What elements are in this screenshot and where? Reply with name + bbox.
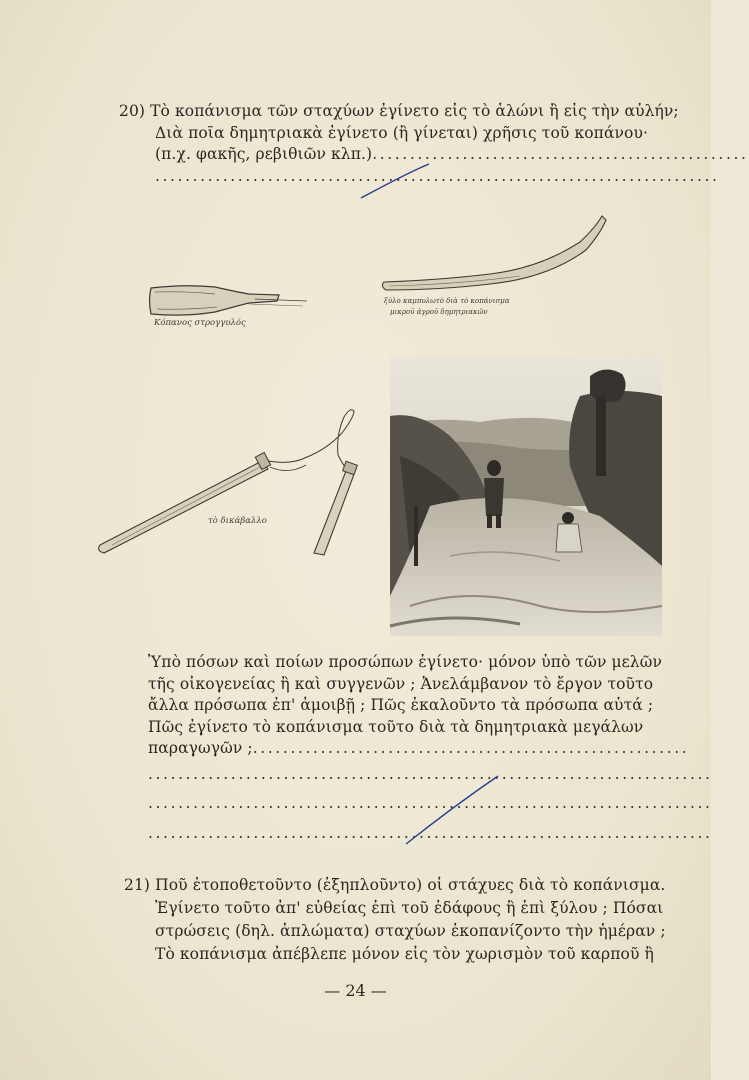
q20-line-1: 20) Τὸ κοπάνισμα τῶν σταχύων ἐγίνετο εἰς τὸ ἁλώνι ἢ εἰς τὴν αὐλήν; xyxy=(119,102,679,120)
curved-stick-caption-1: ξύλο καμπυλωτὸ διὰ τὸ κοπάνισμα xyxy=(384,297,510,305)
q21-line-3: στρώσεις (δηλ. ἁπλώματα) σταχύων ἐκοπανίζοντο τὴν ἡμέραν ; xyxy=(155,922,666,940)
q20-line-2: Διὰ ποῖα δημητριακὰ ἐγίνετο (ἢ γίνεται) χρῆσις τοῦ κοπάνου· xyxy=(155,123,649,142)
q21-line-4: Τὸ κοπάνισμα ἀπέβλεπε μόνον εἰς τὸν χωρισμὸν τοῦ καρποῦ ἢ xyxy=(155,945,654,963)
q20-line-3-text: (π.χ. φακῆς, ρεβιθιῶν κλπ.) xyxy=(155,145,373,163)
page-number: — 24 — xyxy=(324,981,387,1000)
mid-answer-dots-2: ........................................................................... xyxy=(148,764,713,783)
mid-answer-dots-4: ........................................................................... xyxy=(148,823,713,842)
q20-answer-dots-1: .................................................. xyxy=(372,145,749,163)
q21-line-2: Ἐγίνετο τοῦτο ἀπ' εὐθείας ἐπὶ τοῦ ἐδάφους ἢ ἐπὶ ξύλου ; Πόσαι xyxy=(155,899,664,917)
question-21 xyxy=(124,874,674,966)
dikavallo-drawing xyxy=(92,405,372,560)
pen-mark-middle xyxy=(400,770,505,850)
curved-stick-drawing xyxy=(380,212,610,297)
kopanos-caption: Κόπανος στρογγυλός xyxy=(154,318,246,328)
mid-line-5 xyxy=(148,738,690,760)
pen-mark-q20 xyxy=(355,160,435,205)
mid-line-3: ἄλλα πρόσωπα ἐπ' ἀμοιβῇ ; Πῶς ἐκαλοῦντο τὰ πρόσωπα αὐτά ; xyxy=(148,696,654,714)
mid-line-2: τῆς οἰκογενείας ἢ καὶ συγγενῶν ; Ἀνελάμβανον τὸ ἔργον τοῦτο xyxy=(148,674,654,693)
mid-line-4: Πῶς ἐγίνετο τὸ κοπάνισμα τοῦτο διὰ τὰ δημητριακὰ μεγάλων xyxy=(148,717,644,736)
curved-stick-caption-2: μικροῦ ἀγροῦ δημητριακῶν xyxy=(390,308,488,316)
kopanos-drawing xyxy=(145,282,315,320)
q20-answer-dots-2: ........................................................................... xyxy=(155,166,720,185)
mid-answer-dots-1: .......................................................... xyxy=(252,739,690,757)
dikavallo-caption: τὸ δικάβαλλο xyxy=(208,516,267,526)
mid-line-5-text: παραγωγῶν ; xyxy=(148,739,253,757)
q21-line-1: 21) Ποῦ ἐτοποθετοῦντο (ἐξηπλοῦντο) οἱ στάχυες διὰ τὸ κοπάνισμα. xyxy=(124,876,666,894)
mid-answer-dots-3: ........................................................................... xyxy=(148,794,713,812)
threshing-photograph xyxy=(390,356,662,636)
mid-line-1: Ὑπὸ πόσων καὶ ποίων προσώπων ἐγίνετο· μόνον ὑπὸ τῶν μελῶν xyxy=(148,653,662,671)
